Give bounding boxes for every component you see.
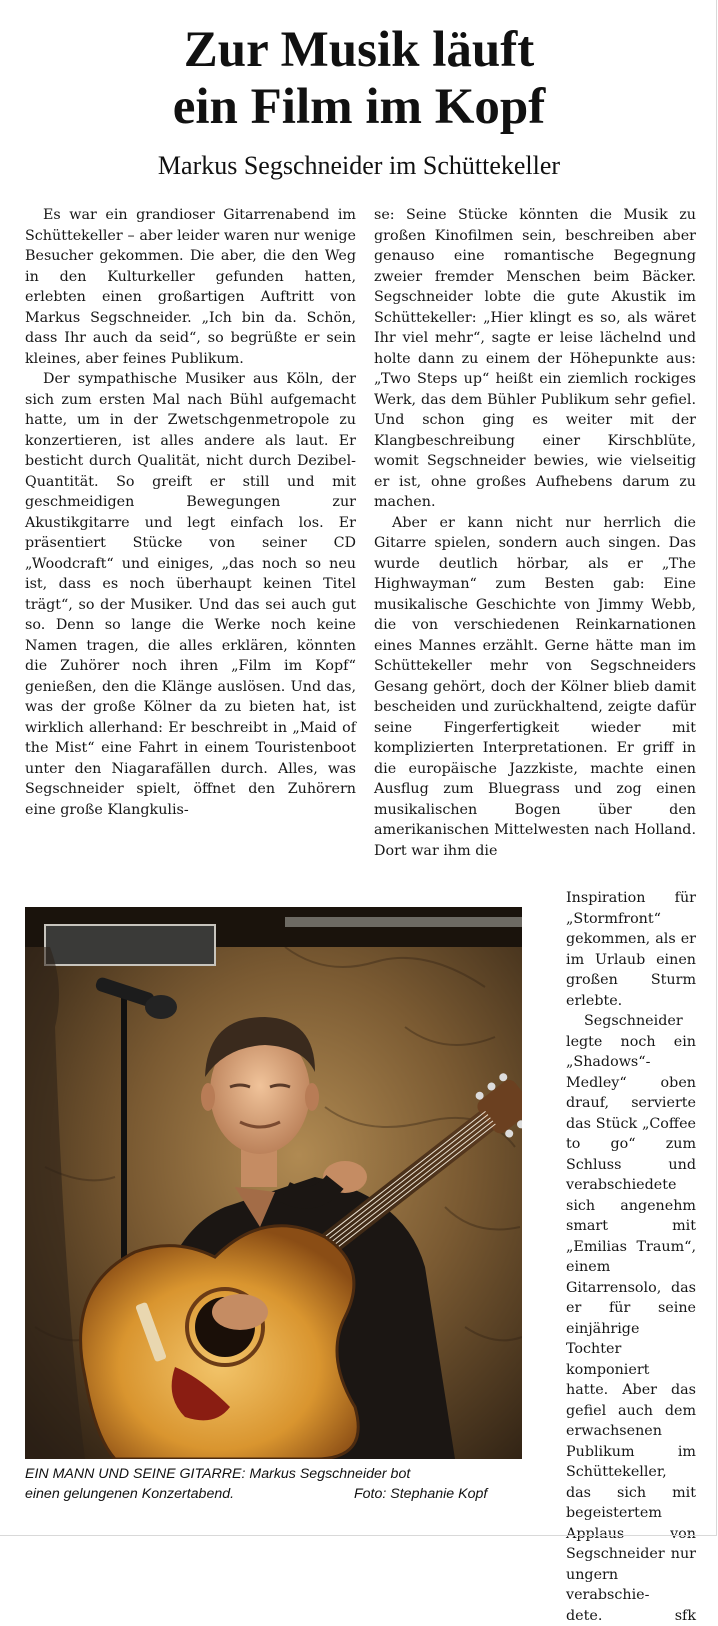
last-word: dete. <box>566 1608 602 1624</box>
paragraph: Es war ein grandioser Gitarrenabend im Schüttekeller – aber leider waren nur wenige Besucher gekommen. Die aber, die den Weg in den Kulturkeller gefunden hatten, erlebten einen großartigen Auftritt von Markus Segschneider. „Ich bin da. Schön, dass Ihr auch da seid“, so begrüßte er sein kleines, aber feines Publikum. <box>25 205 356 369</box>
subheadline: Markus Segschneider im Schüttekeller <box>0 150 718 182</box>
photo-caption-line-1: EIN MANN UND SEINE GITARRE: Markus Segschneider bot <box>25 1465 525 1484</box>
photo-caption-line-2 <box>25 1485 525 1504</box>
concert-photo <box>25 907 522 1459</box>
headline-line-2: ein Film im Kopf <box>0 79 718 135</box>
article-column-1 <box>25 205 356 820</box>
caption-text: einen gelungenen Konzertabend. <box>25 1486 234 1502</box>
paragraph: Der sympathische Musiker aus Köln, der sich zum ersten Mal nach Bühl aufgemacht hatte, um in der Zwetschgenmetropole zu konzertieren, ist alles andere als laut. Er besticht durch Qualität, nicht durch Dezibel-Quantität. So greift er still und mit geschmeidigen Bewegungen zur Akustikgitarre und legt einfach los. Er präsentiert Stücke von seiner CD „Woodcraft“ und einiges, „das noch so neu ist, dass es noch überhaupt keinen Titel trägt“, so der Musiker. Und das sei auch gut so. Denn so lange die Werke noch keine Namen tragen, die alles erklären, könnten die Zuhörer noch ihren „Film im Kopf“ genießen, den die Klänge auslösen. Und das, was der große Kölner da zu bieten hat, ist wirklich allerhand: Er beschreibt in „Maid of the Mist“ eine Fahrt in einem Touristenboot unter den Niagarafällen durch. Alles, was Segschneider spielt, öffnet den Zuhörern eine große Klangkulis- <box>25 369 356 820</box>
author-initials: sfk <box>675 1608 696 1624</box>
paragraph: Inspiration für „Stormfront“ gekommen, als er im Urlaub einen großen Sturm erlebte. <box>566 888 696 1011</box>
article-column-2 <box>374 205 696 861</box>
closing-line <box>566 1606 696 1626</box>
paragraph: Aber er kann nicht nur herrlich die Gitarre spielen, sondern auch singen. Das wurde deutlich hörbar, als er „The Highwayman“ zum Besten gab: Eine musikalische Geschichte von Jimmy Webb, die von verschiedenen Reinkarnationen eines Mannes erzählt. Gerne hätte man im Schüttekeller mehr von Segschneiders Gesang gehört, doch der Kölner blieb damit bescheiden und zurückhaltend, zeigte dafür seine Fingerfertigkeit wieder mit komplizierten Interpretationen. Er griff in die europäische Jazzkiste, machte einen Ausflug zum Bluegrass und zog einen musikalischen Bogen über den amerikanischen Mittelwesten nach Holland. Dort war ihm die <box>374 513 696 862</box>
headline-line-1: Zur Musik läuft <box>0 22 718 78</box>
article-column-3 <box>566 888 696 1626</box>
guitarist-photo-illustration <box>25 907 522 1459</box>
paragraph: se: Seine Stücke könnten die Musik zu großen Kinofilmen sein, beschreiben aber genauso eine romantische Begegnung zweier fremder Menschen beim Bäcker. Segschneider lobte die gute Akustik im Schüttekeller: „Hier klingt es so, als wäret Ihr viel mehr“, sagte er leise lächelnd und holte dann zu einem der Höhepunkte aus: „Two Steps up“ heißt ein ziemlich rockiges Werk, das dem Bühler Publikum sehr gefiel. Und schon ging es weiter mit der Klangbeschreibung einer Kirschblüte, womit Segschneider bewies, wie vielseitig er ist, ohne großes Aufhebens darum zu machen. <box>374 205 696 513</box>
photo-credit: Foto: Stephanie Kopf <box>354 1485 487 1504</box>
paragraph: Segschneider legte noch ein „Shadows“-Medley“ oben drauf, servierte das Stück „Coffee to go“ zum Schluss und verabschiedete sich angenehm smart mit „Emilias Traum“, einem Gitarrensolo, das er für seine einjährige Tochter komponiert hatte. Aber das gefiel auch dem erwachsenen Publikum im Schüttekeller, das sich mit begeistertem Applaus von Segschneider nur ungern verabschie- <box>566 1011 696 1606</box>
